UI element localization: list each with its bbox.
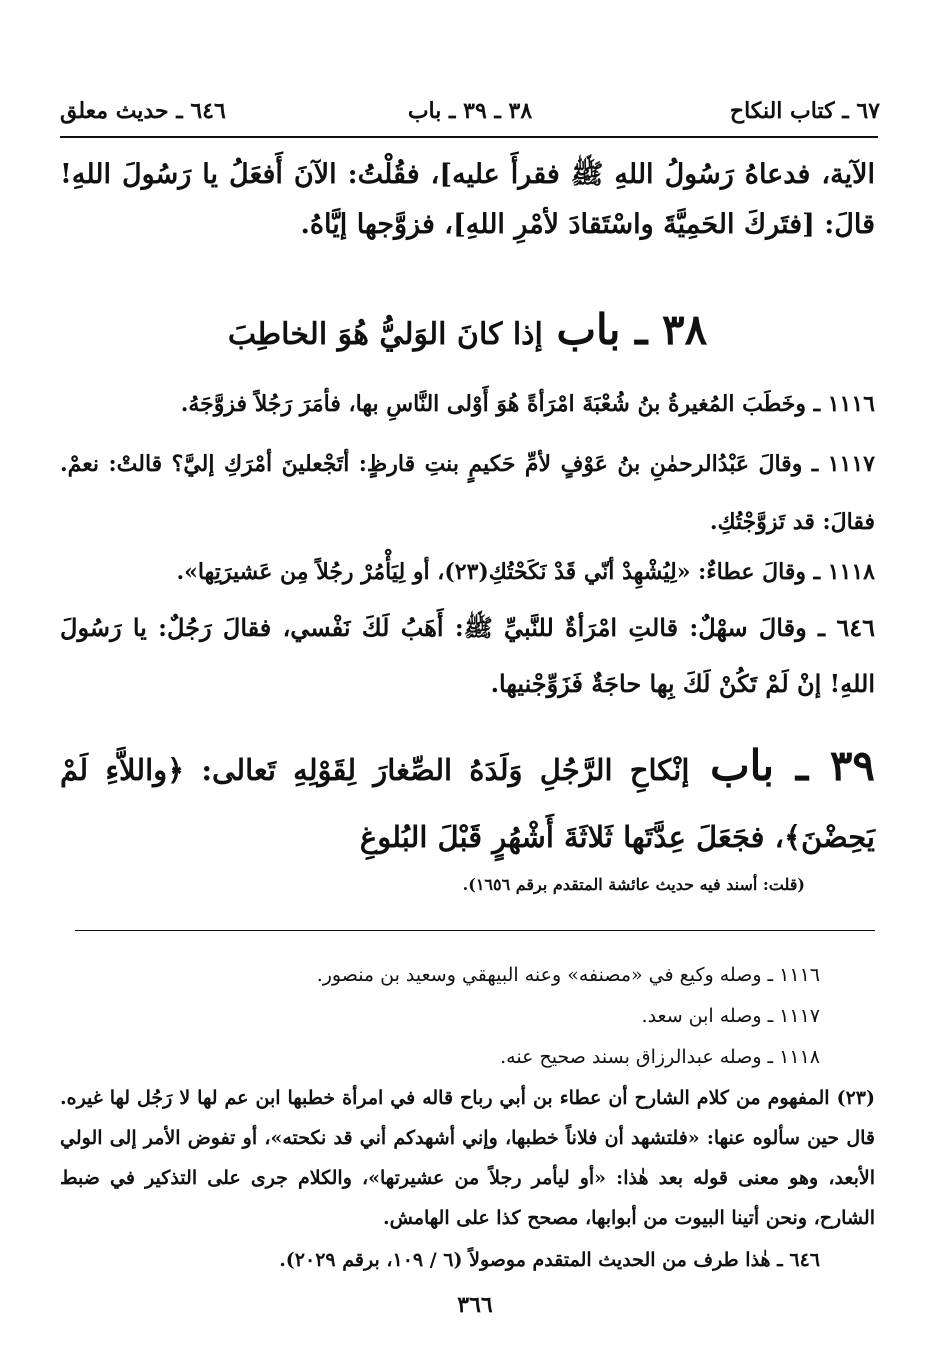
hadith-1116: ١١١٦ ـ وخَطَبَ المُغيرةُ بنُ شُعْبَةَ امْرَأةً هُوَ أَوْلى النَّاسِ بها، فأمَرَ رَجُلاً فزوَّجَهُ.	[180, 391, 875, 417]
header-rule	[60, 136, 878, 138]
header-hadith-label: ٦٤٦ ـ حديث معلق	[60, 98, 226, 124]
chapter-38-heading	[60, 300, 875, 369]
header-book-title: ٦٧ ـ كتاب النكاح	[729, 98, 880, 124]
note-1118: ١١١٨ ـ وصله عبدالرزاق بسند صحيح عنه.	[500, 1046, 820, 1068]
hadith-1118: ١١١٨ ـ وقالَ عطاءٌ: «لِيُشْهِدْ أنّي قَدْ نَكَحْتُكِ(٢٣)، أو لِيَأْمُرْ رجُلاً مِن عَشيرَتِها».	[176, 559, 875, 585]
running-header	[60, 98, 880, 132]
hadith-646: ٦٤٦ ـ وقالَ سهْلٌ: قالتِ امْرَأةٌ للنَّبيِّ ﷺ: أَهَبُ لَكَ نَفْسي، فقالَ رَجُلٌ: يا رَسُولَ اللهِ! إنْ لَمْ تَكُنْ لَكَ بِها حاجَةٌ فَزَوِّجْنيها.	[60, 613, 875, 698]
note-646: ٦٤٦ ـ هٰذا طرف من الحديث المتقدم موصولاً (٦ / ١٠٩، برقم ٢٠٢٩).	[279, 1249, 820, 1271]
hadith-1117: ١١١٧ ـ وقالَ عَبْدُالرحمٰنِ بنُ عَوْفٍ لأمِّ حَكيمٍ بنتِ قارظٍ: أتَجْعلينَ أمْرَكِ إليَّ؟ قالتْ: نعمْ. فقالَ: قد تَزوَّجْتُكِ.	[60, 451, 875, 535]
note-1117: ١١١٧ ـ وصله ابن سعد.	[641, 1005, 820, 1027]
footnotes-section	[60, 955, 875, 1282]
chapter-38-number: ٣٨ ـ باب	[556, 305, 708, 354]
chapter-39-heading	[60, 735, 875, 873]
header-chapter-range: ٣٨ ـ ٣٩ ـ باب	[407, 98, 533, 124]
footnote-rule	[75, 930, 875, 931]
note-1116: ١١١٦ ـ وصله وكيع في «مصنفه» وعنه البيهقي وسعيد بن منصور.	[316, 964, 820, 986]
chapter-39-number: ٣٩ ـ باب	[710, 741, 875, 790]
footnote-23: (٢٣) المفهوم من كلام الشارح أن عطاء بن أبي رباح قاله في امرأة خطبها ابن عم لها لا رَجُل لها غيره. قال حين سألوه عنها: «فلتشهد أن فلاناً خطبها، وإني أشهدكم أني قد نكحته»، أو تفوض الأمر إلى الولي الأبعد، وهو معنى قوله بعد هٰذا: «أو ليأمر رجلاً من عشيرتها»، والكلام جرى على التذكير في ضبط الشارح، ونحن أتينا البيوت من أبوابها، مصحح كذا على الهامش.	[60, 1087, 875, 1229]
chapter-38-title: إذا كانَ الوَليُّ هُوَ الخاطِبَ	[227, 317, 543, 352]
page-number: ٣٦٦	[457, 1292, 493, 1318]
chapter-39-title: إنْكاحِ الرَّجُلِ وَلَدَهُ الصِّغارَ لِقَوْلِهِ تَعالى: ﴿واللاَّءِ لَمْ يَحِضْنَ﴾، فجَعَلَ عِدَّتَها ثَلاثَةَ أَشْهُرٍ قَبْلَ البُلوغِ	[60, 753, 875, 854]
intro-paragraph: الآية، فدعاهُ رَسُولُ اللهِ ﷺ فقرأَ عليه]، فقُلْتُ: الآنَ أَفعَلُ يا رَسُولَ اللهِ! قالَ: [فتَركَ الحَمِيَّةَ واسْتَقادَ لأمْرِ اللهِ]، فزوَّجها إيَّاهُ.	[60, 159, 875, 240]
editor-note: (قلت: أسند فيه حديث عائشة المتقدم برقم ١٦٥٦).	[462, 875, 805, 894]
